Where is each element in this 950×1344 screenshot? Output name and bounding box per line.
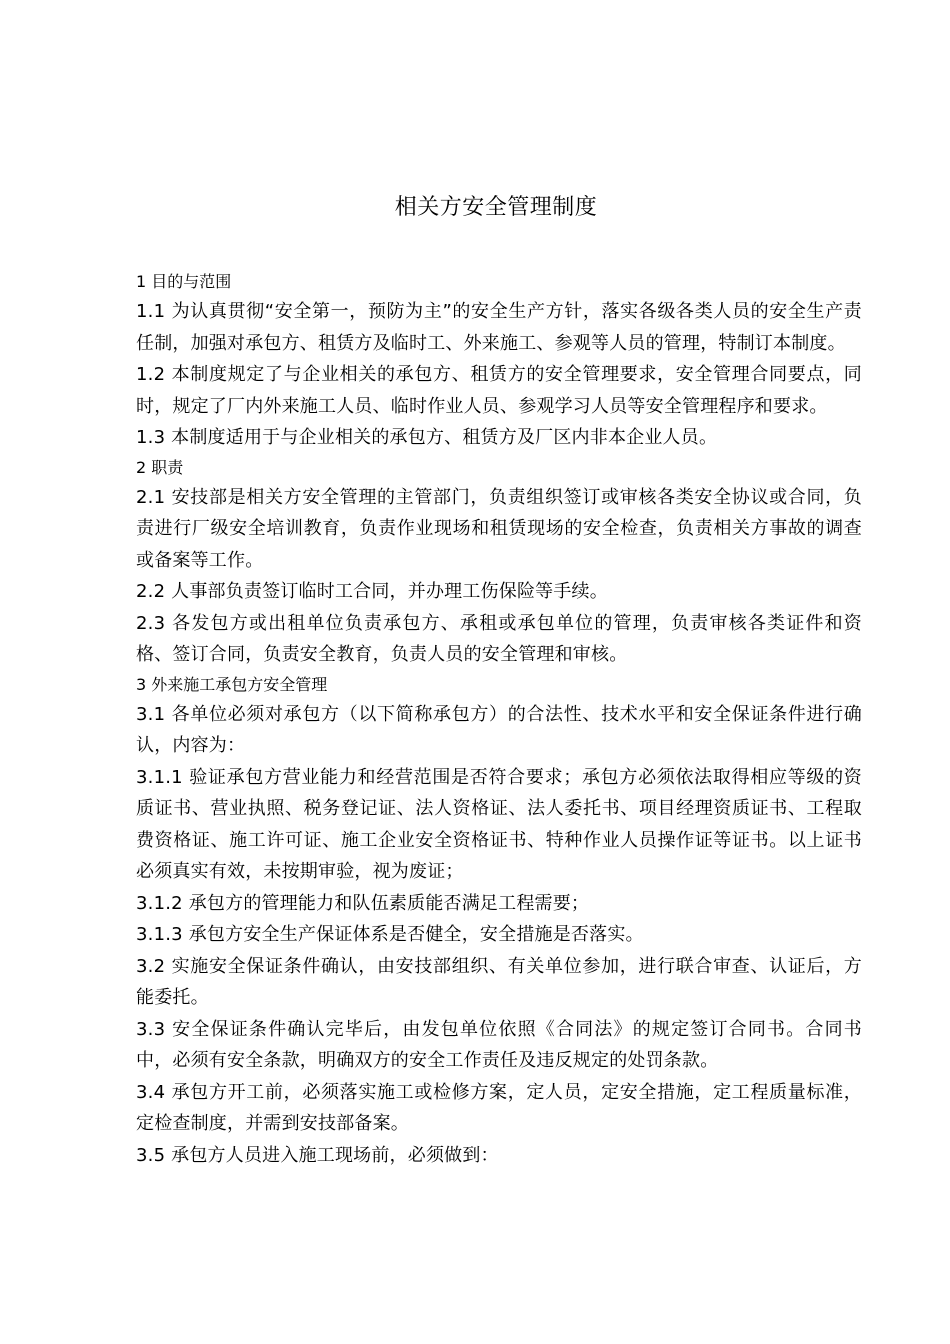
paragraph: 1.2 本制度规定了与企业相关的承包方、租赁方的安全管理要求，安全管理合同要点，同时，规定了厂内外来施工人员、临时作业人员、参观学习人员等安全管理程序和要求。 <box>136 364 862 417</box>
paragraph: 1.3 本制度适用于与企业相关的承包方、租赁方及厂区内非本企业人员。 <box>136 427 718 448</box>
paragraph: 3.3 安全保证条件确认完毕后，由发包单位依照《合同法》的规定签订合同书。合同书中，必须有安全条款，明确双方的安全工作责任及违反规定的处罚条款。 <box>136 1018 862 1071</box>
paragraph: 3.2 实施安全保证条件确认，由安技部组织、有关单位参加，进行联合审查、认证后，方能委托。 <box>136 955 862 1008</box>
section-heading: 1 目的与范围 <box>136 272 232 291</box>
section-heading: 3 外来施工承包方安全管理 <box>136 674 328 694</box>
paragraph: 2.3 各发包方或出租单位负责承包方、承租或承包单位的管理，负责审核各类证件和资格、签订合同，负责安全教育，负责人员的安全管理和审核。 <box>136 612 862 665</box>
section-heading: 2 职责 <box>136 457 184 477</box>
document-title: 相关方安全管理制度 <box>394 195 598 220</box>
paragraph: 3.5 承包方人员进入施工现场前，必须做到： <box>136 1144 499 1166</box>
paragraph: 2.2 人事部负责签订临时工合同，并办理工伤保险等手续。 <box>136 581 608 602</box>
paragraph: 2.1 安技部是相关方安全管理的主管部门，负责组织签订或审核各类安全协议或合同，负责进行厂级安全培训教育，负责作业现场和租赁现场的安全检查，负责相关方事故的调查或备案等工作。 <box>136 486 862 571</box>
paragraph: 3.1.3 承包方安全生产保证体系是否健全，安全措施是否落实。 <box>136 924 644 945</box>
document-body <box>136 268 862 1171</box>
paragraph: 3.4 承包方开工前，必须落实施工或检修方案，定人员，定安全措施，定工程质量标准，定检查制度，并需到安技部备案。 <box>136 1081 862 1134</box>
paragraph: 3.1.1 验证承包方营业能力和经营范围是否符合要求；承包方必须依法取得相应等级的资质证书、营业执照、税务登记证、法人资格证、法人委托书、项目经理资质证书、工程取费资格证、施工许可证、施工企业安全资格证书、特种作业人员操作证等证书。以上证书必须真实有效，未按期审验，视为废证； <box>136 766 862 882</box>
paragraph: 1.1 为认真贯彻“安全第一，预防为主”的安全生产方针，落实各级各类人员的安全生产责任制，加强对承包方、租赁方及临时工、外来施工、参观等人员的管理，特制订本制度。 <box>136 301 862 354</box>
paragraph: 3.1.2 承包方的管理能力和队伍素质能否满足工程需要； <box>136 892 590 914</box>
paragraph: 3.1 各单位必须对承包方（以下简称承包方）的合法性、技术水平和安全保证条件进行确认，内容为： <box>136 703 862 756</box>
